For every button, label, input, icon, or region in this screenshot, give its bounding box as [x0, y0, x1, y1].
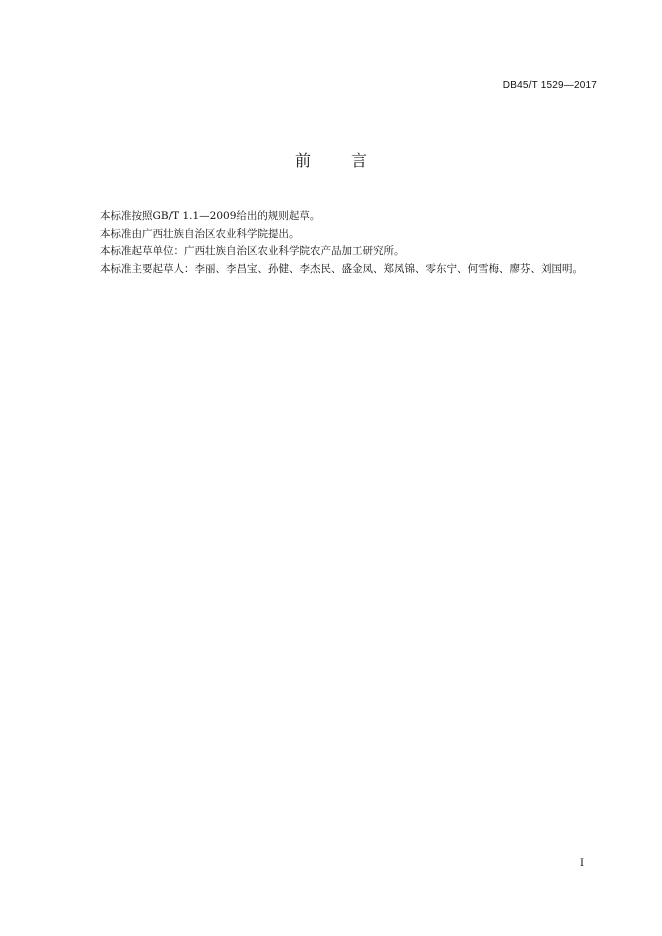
- paragraph-drafters: 本标准主要起草人：李丽、李昌宝、孙健、李杰民、盛金凤、郑凤锦、零东宁、何雪梅、廖芬、刘国明。: [100, 262, 583, 275]
- document-code: DB45/T 1529—2017: [502, 80, 597, 91]
- page-title: [0, 148, 662, 171]
- page-number: I: [580, 858, 584, 869]
- paragraph-drafting-rules: 本标准按照GB/T 1.1—2009给出的规则起草。: [100, 210, 321, 222]
- foreword-body: [79, 208, 599, 278]
- paragraph-proposer: 本标准由广西壮族自治区农业科学院提出。: [100, 227, 300, 240]
- title-char-1: 前: [294, 151, 311, 170]
- paragraph-drafting-unit: 本标准起草单位：广西壮族自治区农业科学院农产品加工研究所。: [100, 245, 405, 257]
- title-char-2: 言: [351, 151, 368, 170]
